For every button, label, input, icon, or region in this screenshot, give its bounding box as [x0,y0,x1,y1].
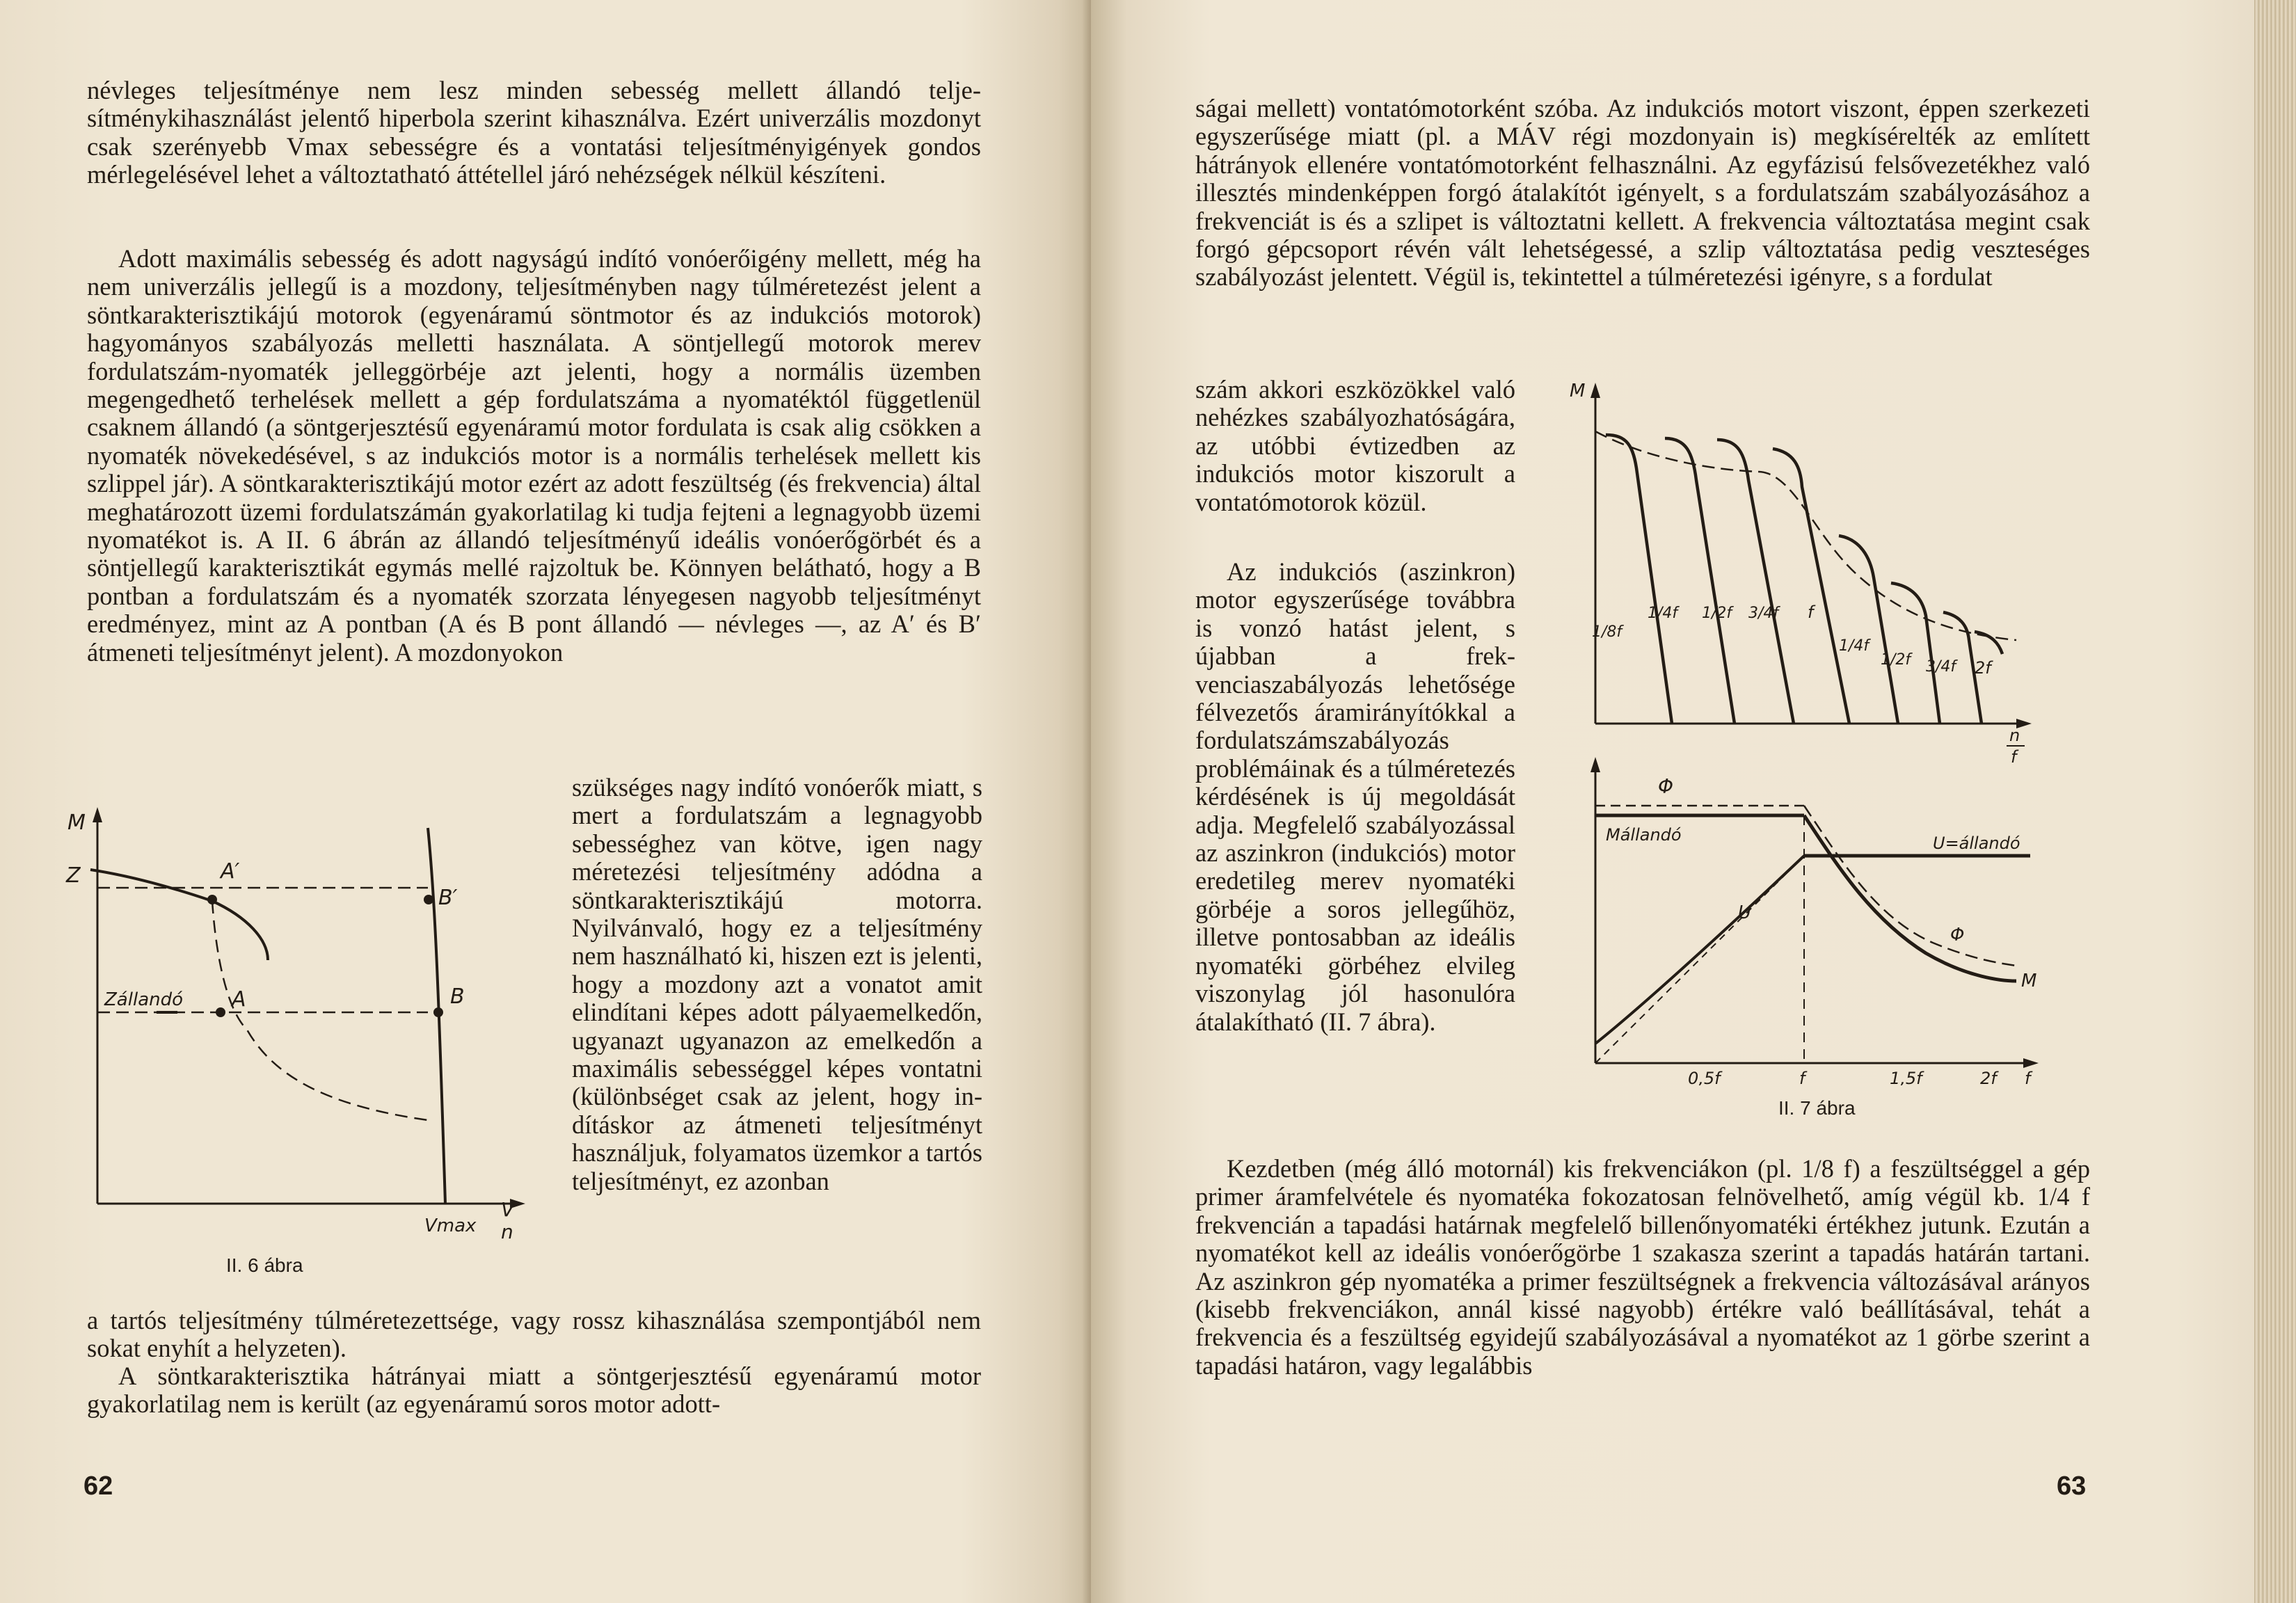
right-side-paragraph-1-text: szám akkori eszközökkel való nehézkes szabályozhatóságára, az utóbbi évtizedben az indukciós motor kiszorult a vontatómotorok közül. [1195,375,1515,516]
left-para-2 [87,245,981,667]
left-page [0,0,1091,1603]
fig7-label-1-4f: 1/4f [1648,605,1678,622]
fig7-label-f-denom: f [2011,747,2017,767]
fig7-label-m-allando: Mállandó [1606,825,1682,845]
fig7-label-1-4f-b: 1/4f [1839,637,1870,655]
fig7-label-2f: 2f [1975,658,1991,678]
fig7-label-m: M [1570,381,1586,401]
fig7-label-m-right: M [2021,971,2037,991]
figure-II-7 [1564,376,2051,1085]
fig6-label-vmax: Vmax [424,1215,477,1236]
figure-II-6 [38,800,525,1273]
book-page-edges [2254,0,2296,1603]
fig7-label-3-4f: 3/4f [1748,605,1779,622]
figure-II-7-caption: II. 7 ábra [1778,1097,1856,1119]
left-paragraph-2-end-text: a tartós teljesítmény túlméretezettsége, vagy rossz kihasználása szempontjából nem sokat enyhít a helyzeten). [87,1306,981,1363]
left-paragraph-1-text: névleges teljesítménye nem lesz minden sebesség mellett állandó teljesítménykihasználást jelentő hiperbola szerint kihasználva. Ezért univerzális mozdonyt csak szerényebb Vmax sebességre és a vontatási teljesítményigények gondos mérlegelésével lehet a változtatható áttétellel járó nehézségek nélkül készíteni. [87,76,981,189]
fig7-label-u-allando: U=állandó [1933,834,2020,853]
right-para-1 [1195,95,2090,292]
right-page [1091,0,2296,1603]
fig6-label-a: A [232,987,246,1012]
right-paragraph-1-text: ságai mellett) vontatómotorként szóba. Az indukciós motort viszont, éppen szerkezeti egyszerűsége miatt (pl. a MÁV régi mozdonyain is) megkísérelték az említett hátrányok ellenére vontatómotorként felhasználni. Az egyfázisú felsővezetékhez való illesztés mindenképpen forgó átalakítót igényelt, s a fordulatszám szabályozásához a frekvenciát is és a szlipet is változtatni kellett. A frekvencia változtatása megint csak forgó gépcsoport révén vált lehetségessé, a szlip változtatása pedig veszteséges szabályozást jelentett. Végül is, tekintettel a túlméretezési igényre, s a fordulat [1195,94,2090,292]
figure-II-6-caption: II. 6 ábra [226,1254,303,1276]
fig7-label-phi-right: Φ [1950,925,1965,946]
fig7-label-x-2f: 2f [1980,1069,1997,1085]
right-side-paragraph-2-text: Az indukciós (aszinkron) motor egyszerűsége továbbra is vonzó hatást jelent, s újabban a frekvenciaszabályozás lehetősége félvezetős áramirányítókkal a fordulatszámszabályozás problémáinak és a túlméretezés kérdésének is új megoldását adja. Megfelelő szabályozással az aszinkron (indukciós) motor eredetileg merev nyomatéki görbéje a soros jellegűhöz, illetve pontosabban az ideális nyomatéki görbéhez elvileg viszonylag jól hasonulóra átalakítható (II. 7 ábra). [1195,557,1515,1036]
right-para-1-side [1195,376,1515,516]
fig6-label-z-allando: Zállandó [104,989,184,1010]
fig7-label-phi-top: Φ [1658,775,1674,798]
fig7-label-1-2f-b: 1/2f [1881,651,1911,669]
fig7-label-1-2f: 1/2f [1702,605,1732,622]
left-para-2-side [572,774,982,1195]
left-page-number: 62 [83,1472,113,1501]
fig7-label-axis-f: f [2025,1069,2031,1085]
fig7-label-05f: 0,5f [1688,1069,1721,1085]
fig7-label-f: f [1808,603,1814,622]
fig6-label-v: V [501,1198,515,1221]
left-paragraph-2-text: Adott maximális sebesség és adott nagyságú indító vonóerőigény mellett, még ha nem univerzális jellegű is a mozdony, teljesítményben nagy túlméretezést jelent a söntkarakterisztikájú motorok (egyenáramú söntmotor és az indukciós motorok) hagyományos szabályozás melletti használata. A söntjellegű motorok merev fordulatszám-nyomaték jelleggörbéje azt jelenti, hogy a normális üzemben megengedhető terhelések mellett a gép fordulatszáma a nyomatéktól függetlenül csaknem állandó (a söntgerjesztésű egyenáramú motor fordulata is csak alig csökken a nyomaték növekedésével, s az indukciós motor is a normális terhelések mellett kis szlippel jár). A söntkarakterisztikájú motor ezért az adott feszültség (és frekvencia) által meghatározott üzemi fordulatszámán gyakorlatilag ki tudja fejteni a legnagyobb üzemi nyomatékot is. A II. 6 ábrán az állandó teljesítményű ideális vonóerőgörbét és a söntjellegű karakterisztikát egymás mellé rajzoltuk be. Könnyen belátható, hogy a B pontban a fordulatszám és a nyomaték szorzata lényegesen nagyobb teljesítményt eredményez, mint az A pontban (A és B pont állandó — névleges —, az A′ és B′ átmeneti teljesítményt jelent). A mozdonyokon [87,244,981,667]
fig7-label-x-f: f [1799,1069,1805,1085]
left-para-3 [87,1362,981,1419]
fig7-label-n: n [2009,726,2020,745]
left-para-2-end [87,1307,981,1363]
fig6-label-z: Z [66,863,81,888]
left-side-column-text: szükséges nagy indító vonóerők miatt, s mert a fordulatszám a legnagyobb sebességhez van kötve, igen nagy méretezési teljesítmény adódna a söntkarakterisztikájú motorra. Nyilvánvaló, hogy ez a teljesítmény nem használható ki, hiszen ezt is jelenti, hogy a mozdony azt a vonatot amit elindítani képes adott pályaemelkedőn, ugyanazt ugyanazon az emelkedőn a maximális sebességgel képes vontatni (különbséget csak az jelent, hogy indításkor az átmeneti teljesítményt használjuk, folyamatos üzemkor a tartós teljesítményt, ez azonban [572,773,982,1195]
fig7-label-15f: 1,5f [1890,1069,1922,1085]
fig6-label-b: B [450,984,465,1009]
right-paragraph-3-text: Kezdetben (még álló motornál) kis frekvenciákon (pl. 1/8 f) a feszültséggel a gép primer áramfelvétele és nyomatéka fokozatosan felnövelhető, amíg végül kb. 1/4 f frekvencián a tapadási határnak megfelelő billenőnyomatéki értékhez jutunk. Ezután a nyomatékot kell az ideális vonóerőgörbe 1 szakasza szerint a tapadás határán tartani. Az aszinkron gép nyomatéka a primer feszültségnek a frekvencia változásával arányos (kisebb frekvenciákon, annál kissé nagyobb) értékre való beállításával, tehát a frekvencia és a feszültség egyidejű szabályozásával a nyomatékot az 1 görbe szerint a tapadási határon, vagy legalábbis [1195,1154,2090,1380]
left-para-1 [87,77,981,189]
fig7-label-3-4f-b: 3/4f [1926,658,1956,676]
fig6-label-b-prime: B′ [438,886,458,910]
fig7-label-1-8f: 1/8f [1592,623,1623,641]
fig6-label-n: n [501,1220,513,1243]
right-para-3 [1195,1155,2090,1380]
left-paragraph-3-text: A söntkarakterisztika hátrányai miatt a söntgerjesztésű egyenáramú motor gyakorlatilag nem is került (az egyenáramú soros motor adott- [87,1362,981,1419]
fig7-label-u: U [1738,902,1752,923]
fig6-label-m: M [67,811,86,835]
right-page-number: 63 [2057,1472,2087,1501]
fig6-label-a-prime: A′ [221,859,240,884]
right-para-2-side [1195,558,1515,1036]
